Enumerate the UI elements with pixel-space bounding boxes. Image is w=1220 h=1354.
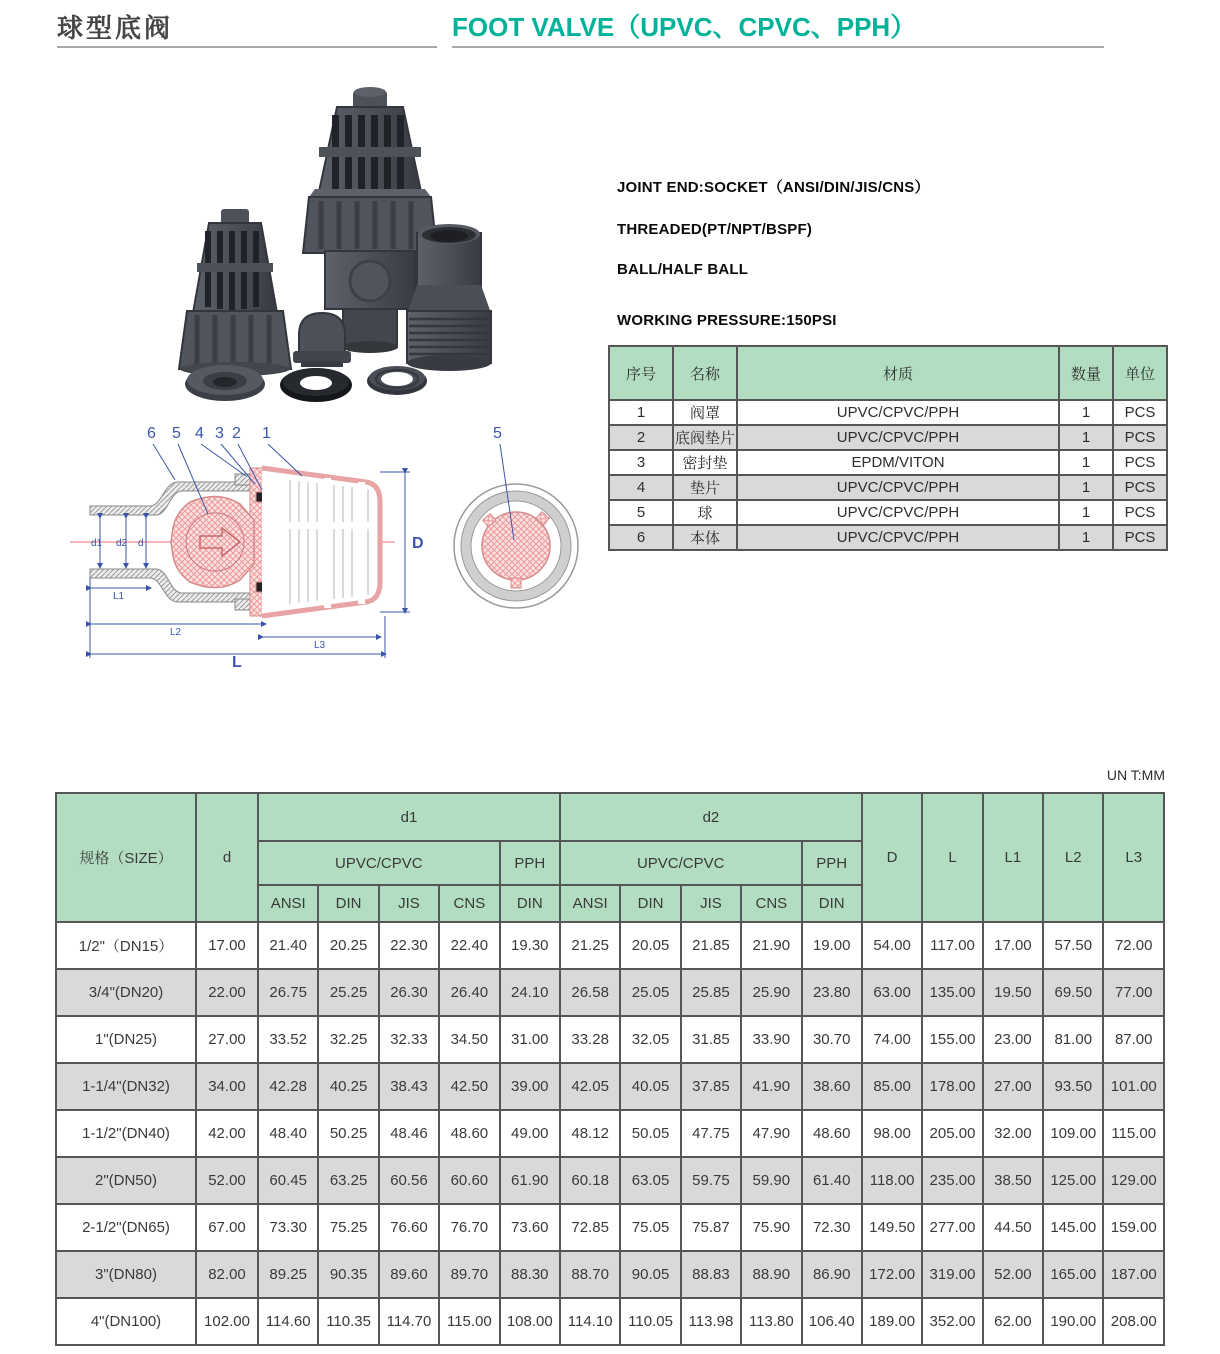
cell: 60.56 <box>379 1157 439 1204</box>
cell: 165.00 <box>1043 1251 1103 1298</box>
cell: 40.05 <box>620 1063 680 1110</box>
cell: 34.00 <box>196 1063 258 1110</box>
page-title-en: FOOT VALVE（UPVC、CPVC、PPH） <box>452 12 917 42</box>
cell: 1 <box>1059 525 1113 550</box>
cell: 75.05 <box>620 1204 680 1251</box>
cell: 32.05 <box>620 1016 680 1063</box>
cell: 27.00 <box>983 1063 1043 1110</box>
cell: 50.25 <box>318 1110 378 1157</box>
cell: 42.50 <box>439 1063 499 1110</box>
cell: 155.00 <box>922 1016 982 1063</box>
gasket-disc <box>185 365 265 401</box>
cell: UPVC/CPVC/PPH <box>737 400 1059 425</box>
size-header-row-1 <box>56 793 1164 841</box>
cell: 32.00 <box>983 1110 1043 1157</box>
col-header-d1-cns: CNS <box>439 885 499 922</box>
cell: 60.60 <box>439 1157 499 1204</box>
cell: 109.00 <box>1043 1110 1103 1157</box>
table-row <box>56 1110 1164 1157</box>
callout-2: 2 <box>232 425 241 442</box>
cell: 密封垫 <box>673 450 737 475</box>
cell: 319.00 <box>922 1251 982 1298</box>
cell: 62.00 <box>983 1298 1043 1345</box>
col-header-d1-jis: JIS <box>379 885 439 922</box>
unit-note: UN T:MM <box>1106 767 1165 783</box>
table-row <box>609 475 1167 500</box>
cell: 24.10 <box>500 969 560 1016</box>
cell: 113.80 <box>741 1298 801 1345</box>
table-row <box>609 400 1167 425</box>
col-group-d1: d1 <box>258 793 560 841</box>
cell: 88.70 <box>560 1251 620 1298</box>
cell: 25.85 <box>681 969 741 1016</box>
cell: 6 <box>609 525 673 550</box>
cell: 72.85 <box>560 1204 620 1251</box>
cell: 3"(DN80) <box>56 1251 196 1298</box>
cell: 2-1/2"(DN65) <box>56 1204 196 1251</box>
product-photo <box>85 85 605 420</box>
cell: 57.50 <box>1043 922 1103 969</box>
cell: 52.00 <box>196 1157 258 1204</box>
cell: 89.25 <box>258 1251 318 1298</box>
cell: 26.30 <box>379 969 439 1016</box>
cell: 阀罩 <box>673 400 737 425</box>
cell: 73.60 <box>500 1204 560 1251</box>
cell: 4 <box>609 475 673 500</box>
cell: 1-1/2"(DN40) <box>56 1110 196 1157</box>
cell: 59.90 <box>741 1157 801 1204</box>
technical-drawing <box>50 418 605 668</box>
parts-header-row <box>609 346 1167 400</box>
cell: 60.18 <box>560 1157 620 1204</box>
table-row <box>56 1157 1164 1204</box>
cell: 20.05 <box>620 922 680 969</box>
cell: 106.40 <box>802 1298 862 1345</box>
cell: 26.75 <box>258 969 318 1016</box>
col-header-d2-jis: JIS <box>681 885 741 922</box>
cell: 23.80 <box>802 969 862 1016</box>
cell: 2 <box>609 425 673 450</box>
cell: 26.40 <box>439 969 499 1016</box>
cell: 149.50 <box>862 1204 922 1251</box>
cell: 110.35 <box>318 1298 378 1345</box>
cell: 19.30 <box>500 922 560 969</box>
cell: 26.58 <box>560 969 620 1016</box>
cell: 110.05 <box>620 1298 680 1345</box>
cell: 32.33 <box>379 1016 439 1063</box>
cell: 59.75 <box>681 1157 741 1204</box>
table-row <box>609 450 1167 475</box>
cell: 39.00 <box>500 1063 560 1110</box>
col-header-L2: L2 <box>1043 793 1103 922</box>
cell: 114.60 <box>258 1298 318 1345</box>
cell: 4"(DN100) <box>56 1298 196 1345</box>
cell: 61.90 <box>500 1157 560 1204</box>
table-row <box>56 1251 1164 1298</box>
cell: 25.90 <box>741 969 801 1016</box>
col-header-qty: 数量 <box>1059 346 1113 400</box>
col-header-d2-din: DIN <box>620 885 680 922</box>
dim-d2: d2 <box>116 538 128 549</box>
cell: 22.40 <box>439 922 499 969</box>
title-divider-right <box>452 46 1104 48</box>
page-title-zh: 球型底阀 <box>57 13 174 43</box>
col-header-d1-pph-din: DIN <box>500 885 560 922</box>
callout-1: 1 <box>262 425 271 442</box>
cell: 73.30 <box>258 1204 318 1251</box>
cell: 89.70 <box>439 1251 499 1298</box>
col-header-d2-ansi: ANSI <box>560 885 620 922</box>
cell: 38.50 <box>983 1157 1043 1204</box>
gasket-ring-black <box>280 368 352 402</box>
cell: 72.00 <box>1103 922 1164 969</box>
cell: 277.00 <box>922 1204 982 1251</box>
valve-cap <box>293 313 351 367</box>
callout-6: 6 <box>147 425 156 442</box>
cell: 205.00 <box>922 1110 982 1157</box>
cell: 90.35 <box>318 1251 378 1298</box>
cell: 75.90 <box>741 1204 801 1251</box>
cell: UPVC/CPVC/PPH <box>737 475 1059 500</box>
cell: 190.00 <box>1043 1298 1103 1345</box>
cell: 42.00 <box>196 1110 258 1157</box>
cell: 189.00 <box>862 1298 922 1345</box>
cell: 118.00 <box>862 1157 922 1204</box>
cell: 85.00 <box>862 1063 922 1110</box>
cell: 89.60 <box>379 1251 439 1298</box>
cell: 82.00 <box>196 1251 258 1298</box>
end-view-callout-5: 5 <box>493 425 502 442</box>
cell: 33.90 <box>741 1016 801 1063</box>
table-row <box>609 525 1167 550</box>
callout-3: 3 <box>215 425 224 442</box>
cell: 72.30 <box>802 1204 862 1251</box>
small-foot-valve <box>179 209 291 376</box>
cell: 93.50 <box>1043 1063 1103 1110</box>
cell: 21.90 <box>741 922 801 969</box>
cell: 101.00 <box>1103 1063 1164 1110</box>
col-header-L: L <box>922 793 982 922</box>
cell: 1-1/4"(DN32) <box>56 1063 196 1110</box>
cell: 37.85 <box>681 1063 741 1110</box>
dim-L3: L3 <box>314 640 326 651</box>
cell: 31.00 <box>500 1016 560 1063</box>
cell: 30.70 <box>802 1016 862 1063</box>
table-row <box>56 922 1164 969</box>
cell: 19.50 <box>983 969 1043 1016</box>
cell: 88.30 <box>500 1251 560 1298</box>
col-header-D: D <box>862 793 922 922</box>
cell: 1 <box>1059 425 1113 450</box>
ball-section <box>171 496 254 587</box>
cell: 49.00 <box>500 1110 560 1157</box>
cell: PCS <box>1113 425 1167 450</box>
col-header-d2-pph-din: DIN <box>802 885 862 922</box>
cell: 63.25 <box>318 1157 378 1204</box>
cell: EPDM/VITON <box>737 450 1059 475</box>
cell: 75.25 <box>318 1204 378 1251</box>
col-group-d2-pph: PPH <box>802 841 862 885</box>
cell: 33.52 <box>258 1016 318 1063</box>
col-group-d1-pph: PPH <box>500 841 560 885</box>
cell: 20.25 <box>318 922 378 969</box>
cell: UPVC/CPVC/PPH <box>737 500 1059 525</box>
cell: PCS <box>1113 500 1167 525</box>
cell: 178.00 <box>922 1063 982 1110</box>
cell: 88.83 <box>681 1251 741 1298</box>
cell: 172.00 <box>862 1251 922 1298</box>
cell: 352.00 <box>922 1298 982 1345</box>
cell: 31.85 <box>681 1016 741 1063</box>
cell: 76.70 <box>439 1204 499 1251</box>
cell: 41.90 <box>741 1063 801 1110</box>
cell: 42.05 <box>560 1063 620 1110</box>
strainer-cage-section <box>262 468 380 616</box>
cell: 1 <box>609 400 673 425</box>
size-table <box>55 792 1165 1346</box>
col-header-material: 材质 <box>737 346 1059 400</box>
cell: 90.05 <box>620 1251 680 1298</box>
cell: 50.05 <box>620 1110 680 1157</box>
cell: 60.45 <box>258 1157 318 1204</box>
cell: 52.00 <box>983 1251 1043 1298</box>
col-header-L3: L3 <box>1103 793 1164 922</box>
cell: PCS <box>1113 475 1167 500</box>
cell: 3/4"(DN20) <box>56 969 196 1016</box>
table-row <box>56 1063 1164 1110</box>
dim-D: D <box>412 535 424 552</box>
cell: 22.30 <box>379 922 439 969</box>
cell: 114.10 <box>560 1298 620 1345</box>
table-row <box>609 425 1167 450</box>
cell: 3 <box>609 450 673 475</box>
cell: 54.00 <box>862 922 922 969</box>
cell: 115.00 <box>1103 1110 1164 1157</box>
cell: 38.60 <box>802 1063 862 1110</box>
spec-ball: BALL/HALF BALL <box>617 261 749 278</box>
col-header-size: 规格（SIZE） <box>56 793 196 922</box>
gasket-ring-gray <box>367 366 427 395</box>
cell: 1"(DN25) <box>56 1016 196 1063</box>
col-header-L1: L1 <box>983 793 1043 922</box>
cell: 48.40 <box>258 1110 318 1157</box>
cell: 40.25 <box>318 1063 378 1110</box>
cell: 44.50 <box>983 1204 1043 1251</box>
cell: 208.00 <box>1103 1298 1164 1345</box>
cell: 77.00 <box>1103 969 1164 1016</box>
spec-threaded: THREADED(PT/NPT/BSPF) <box>617 221 813 238</box>
cell: 86.90 <box>802 1251 862 1298</box>
cell: 17.00 <box>196 922 258 969</box>
cell: 垫片 <box>673 475 737 500</box>
cell: 75.87 <box>681 1204 741 1251</box>
cell: 125.00 <box>1043 1157 1103 1204</box>
dim-L: L <box>232 654 242 668</box>
cell: UPVC/CPVC/PPH <box>737 425 1059 450</box>
cell: 1/2"（DN15） <box>56 922 196 969</box>
col-header-d1-ansi: ANSI <box>258 885 318 922</box>
spec-working-pressure: WORKING PRESSURE:150PSI <box>617 312 837 329</box>
cell: 129.00 <box>1103 1157 1164 1204</box>
cell: 88.90 <box>741 1251 801 1298</box>
parts-table <box>608 345 1168 551</box>
cell: 114.70 <box>379 1298 439 1345</box>
callout-5: 5 <box>172 425 181 442</box>
cell: 87.00 <box>1103 1016 1164 1063</box>
cell: 32.25 <box>318 1016 378 1063</box>
col-header-d: d <box>196 793 258 922</box>
cell: 187.00 <box>1103 1251 1164 1298</box>
cell: 17.00 <box>983 922 1043 969</box>
callout-4: 4 <box>195 425 204 442</box>
cell: PCS <box>1113 525 1167 550</box>
cell: 145.00 <box>1043 1204 1103 1251</box>
dim-d1: d1 <box>91 538 103 549</box>
cell: 76.60 <box>379 1204 439 1251</box>
socket-adapter <box>407 224 491 371</box>
cell: 74.00 <box>862 1016 922 1063</box>
cell: 42.28 <box>258 1063 318 1110</box>
cell: PCS <box>1113 450 1167 475</box>
col-header-d2-cns: CNS <box>741 885 801 922</box>
cell: 48.46 <box>379 1110 439 1157</box>
dim-d: d <box>138 538 144 549</box>
col-group-d2-upvc: UPVC/CPVC <box>560 841 802 885</box>
cell: 19.00 <box>802 922 862 969</box>
cell: 98.00 <box>862 1110 922 1157</box>
spec-joint-end: JOINT END:SOCKET（ANSI/DIN/JIS/CNS） <box>617 179 930 196</box>
cell: 48.12 <box>560 1110 620 1157</box>
col-header-unit: 单位 <box>1113 346 1167 400</box>
col-header-d1-din: DIN <box>318 885 378 922</box>
title-divider-left <box>57 46 437 48</box>
table-row <box>56 1204 1164 1251</box>
cell: 22.00 <box>196 969 258 1016</box>
col-group-d2: d2 <box>560 793 862 841</box>
end-view <box>454 444 578 608</box>
table-row <box>56 1298 1164 1345</box>
cell: 21.40 <box>258 922 318 969</box>
cell: 1 <box>1059 400 1113 425</box>
cell: 135.00 <box>922 969 982 1016</box>
col-header-no: 序号 <box>609 346 673 400</box>
table-row <box>56 969 1164 1016</box>
cell: 33.28 <box>560 1016 620 1063</box>
col-group-d1-upvc: UPVC/CPVC <box>258 841 500 885</box>
cell: 48.60 <box>802 1110 862 1157</box>
cell: 47.90 <box>741 1110 801 1157</box>
cell: 81.00 <box>1043 1016 1103 1063</box>
cell: 159.00 <box>1103 1204 1164 1251</box>
table-row <box>56 1016 1164 1063</box>
cell: 63.05 <box>620 1157 680 1204</box>
table-row <box>609 500 1167 525</box>
cell: 117.00 <box>922 922 982 969</box>
cell: 底阀垫片 <box>673 425 737 450</box>
dim-L1: L1 <box>113 591 125 602</box>
cell: 115.00 <box>439 1298 499 1345</box>
cell: 23.00 <box>983 1016 1043 1063</box>
dim-L2: L2 <box>170 627 182 638</box>
cell: 27.00 <box>196 1016 258 1063</box>
cell: 5 <box>609 500 673 525</box>
cell: 34.50 <box>439 1016 499 1063</box>
cell: 21.85 <box>681 922 741 969</box>
cell: 63.00 <box>862 969 922 1016</box>
cell: PCS <box>1113 400 1167 425</box>
cell: 48.60 <box>439 1110 499 1157</box>
cell: 1 <box>1059 500 1113 525</box>
cell: 1 <box>1059 475 1113 500</box>
cell: 61.40 <box>802 1157 862 1204</box>
cell: 67.00 <box>196 1204 258 1251</box>
cell: 47.75 <box>681 1110 741 1157</box>
cell: UPVC/CPVC/PPH <box>737 525 1059 550</box>
cell: 21.25 <box>560 922 620 969</box>
cell: 25.25 <box>318 969 378 1016</box>
cell: 113.98 <box>681 1298 741 1345</box>
cell: 108.00 <box>500 1298 560 1345</box>
cell: 1 <box>1059 450 1113 475</box>
cell: 69.50 <box>1043 969 1103 1016</box>
col-header-name: 名称 <box>673 346 737 400</box>
cell: 25.05 <box>620 969 680 1016</box>
cell: 102.00 <box>196 1298 258 1345</box>
cell: 235.00 <box>922 1157 982 1204</box>
cell: 2"(DN50) <box>56 1157 196 1204</box>
cell: 38.43 <box>379 1063 439 1110</box>
cell: 本体 <box>673 525 737 550</box>
cell: 球 <box>673 500 737 525</box>
